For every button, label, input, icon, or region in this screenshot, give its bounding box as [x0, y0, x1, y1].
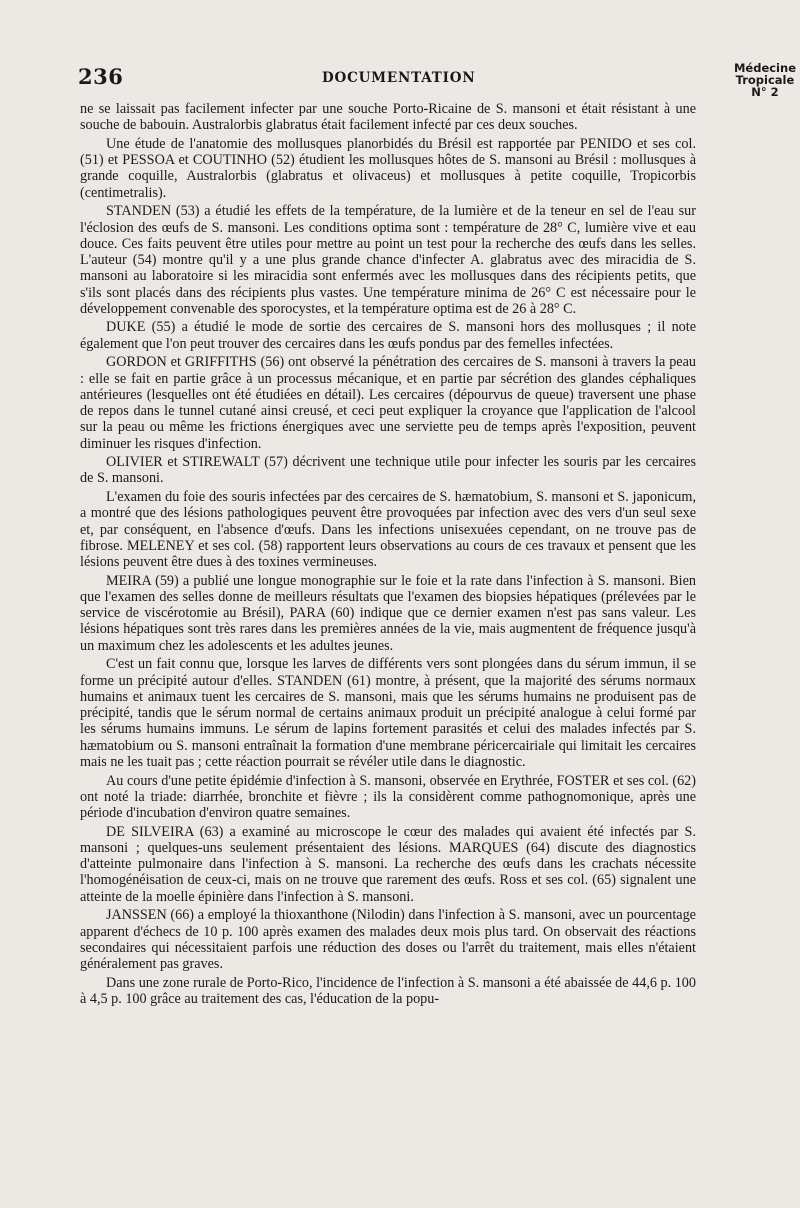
paragraph: L'examen du foie des souris infectées par des cercaires de S. hæmatobium, S. mansoni et S. japonicum, a montré que des lésions pathologiques peuvent être provoquées par infection avec des vers d'un seul sexe et, par conséquent, en l'absence d'œufs. Dans les infections unisexuées cependant, on ne trouve pas de fibrose. MELENEY et ses col. (58) rapportent leurs observations au cours de ces travaux et pensent que les lésions peuvent être dues à des toxines vermineuses. — [80, 489, 696, 571]
paragraph: Dans une zone rurale de Porto-Rico, l'incidence de l'infection à S. mansoni a été abaissée de 44,6 p. 100 à 4,5 p. 100 grâce au traitement des cas, l'éducation de la popu- — [80, 974, 696, 1007]
paragraph: ne se laissait pas facilement infecter par une souche Porto-Ricaine de S. mansoni et était résistant à une souche de babouin. Australorbis glabratus était facilement infecté par ces deux souches. — [80, 101, 696, 134]
page-header — [78, 62, 800, 102]
paragraph: STANDEN (53) a étudié les effets de la température, de la lumière et de la teneur en sel de l'eau sur l'éclosion des œufs de S. mansoni. Les conditions optima sont : température de 28° C, lumière vive et eau douce. Ces faits peuvent être utiles pour mettre au point un test pour la recherche des œufs dans les selles. L'auteur (54) montre qu'il y a une plus grande chance d'infecter A. glabratus avec des miracidia de S. mansoni au laboratoire si les miracidia sont enfermés avec les mollusques dans des récipients petits, que s'ils sont placés dans des récipients plus vastes. Une température minima de 26° C est nécessaire pour le développement convenable des sporocystes, et la température optima est de 26 à 28° C. — [80, 203, 696, 317]
page-number: 236 — [78, 64, 124, 89]
paragraph: Au cours d'une petite épidémie d'infection à S. mansoni, observée en Erythrée, FOSTER et ses col. (62) ont noté la triade: diarrhée, bronchite et fièvre ; ils la considèrent comme pathognomonique, après une période d'incubation d'environ quatre semaines. — [80, 772, 696, 822]
running-head: DOCUMENTATION — [322, 70, 476, 86]
journal-line: Médecine — [733, 61, 796, 75]
article-body — [80, 101, 696, 1010]
paragraph: C'est un fait connu que, lorsque les larves de différents vers sont plongées dans du sérum immun, il se forme un précipité autour d'elles. STANDEN (61) montre, à présent, que la majorité des sérums normaux humains et animaux tuent les cercaires de S. mansoni, mais que les sérums humains ne produisent pas de précipité, tandis que le sérum normal de certains animaux produit un précipité analogue à celui formé par les sérums humains immuns. Le sérum de lapins fortement parasités et celui des malades infectés par S. hæmatobium ou S. mansoni entraînait la formation d'une membrane péricercairiale qui limitait les cercaires mais ne les tuait pas ; cette réaction pourrait se révéler utile dans le diagnostic. — [80, 656, 696, 770]
journal-line: Tropicale — [735, 73, 795, 87]
paragraph: DUKE (55) a étudié le mode de sortie des cercaires de S. mansoni hors des mollusques ; il note également que l'on peut trouver des cercaires dans les œufs pondus par des femelles infectées. — [80, 319, 696, 352]
paragraph: DE SILVEIRA (63) a examiné au microscope le cœur des malades qui avaient été infectés par S. mansoni ; quelques-uns seulement présentaient des lésions. MARQUES (64) discute des diagnostics d'atteinte pulmonaire dans l'infection à S. mansoni. La recherche des œufs dans les crachats nécessite l'homogénéisation de ceux-ci, mais on ne trouve que rarement des œufs. Ross et ses col. (65) signalent une atteinte de la moelle épinière dans l'infection à S. mansoni. — [80, 823, 696, 905]
paragraph: OLIVIER et STIREWALT (57) décrivent une technique utile pour infecter les souris par les cercaires de S. mansoni. — [80, 454, 696, 487]
journal-issue: N° 2 — [751, 85, 779, 99]
journal-name — [734, 62, 796, 98]
paragraph: MEIRA (59) a publié une longue monographie sur le foie et la rate dans l'infection à S. mansoni. Bien que l'examen des selles donne de meilleurs résultats que l'examen des biopsies hépatiques (prélevées par le service de viscérotomie au Brésil), PARA (60) indique que ce dernier examen n'est pas sans valeur. Les lésions hépatiques sont très rares dans les premières années de la vie, mais augmentent de fréquence jusqu'à un maximum chez les adolescents et les adultes jeunes. — [80, 572, 696, 654]
paragraph: JANSSEN (66) a employé la thioxanthone (Nilodin) dans l'infection à S. mansoni, avec un pourcentage apparent d'échecs de 10 p. 100 après examen des malades deux mois plus tard. On observait des réactions secondaires qui nécessitaient parfois une réduction des doses ou l'arrêt du traitement, mais elles n'étaient généralement pas graves. — [80, 907, 696, 973]
paragraph: GORDON et GRIFFITHS (56) ont observé la pénétration des cercaires de S. mansoni à travers la peau : elle se fait en partie grâce à un processus mécanique, et en partie par sécrétion des glandes céphaliques antérieures (lesquelles ont été étudiées en détail). Les cercaires (dépourvus de queue) traversent une phase de repos dans le tunnel cutané ainsi creusé, et ceci peut expliquer la croyance que l'application de l'alcool sur la peau ou même les frictions énergiques avec une serviette peu de temps après l'exposition, peuvent diminuer les risques d'infection. — [80, 354, 696, 452]
paragraph: Une étude de l'anatomie des mollusques planorbidés du Brésil est rapportée par PENIDO et ses col. (51) et PESSOA et COUTINHO (52) étudient les mollusques hôtes de S. mansoni au Brésil : mollusques à grande coquille, Australorbis (glabratus et olivaceus) et mollusques à petite coquille, Tropicorbis (centimetralis). — [80, 135, 696, 201]
